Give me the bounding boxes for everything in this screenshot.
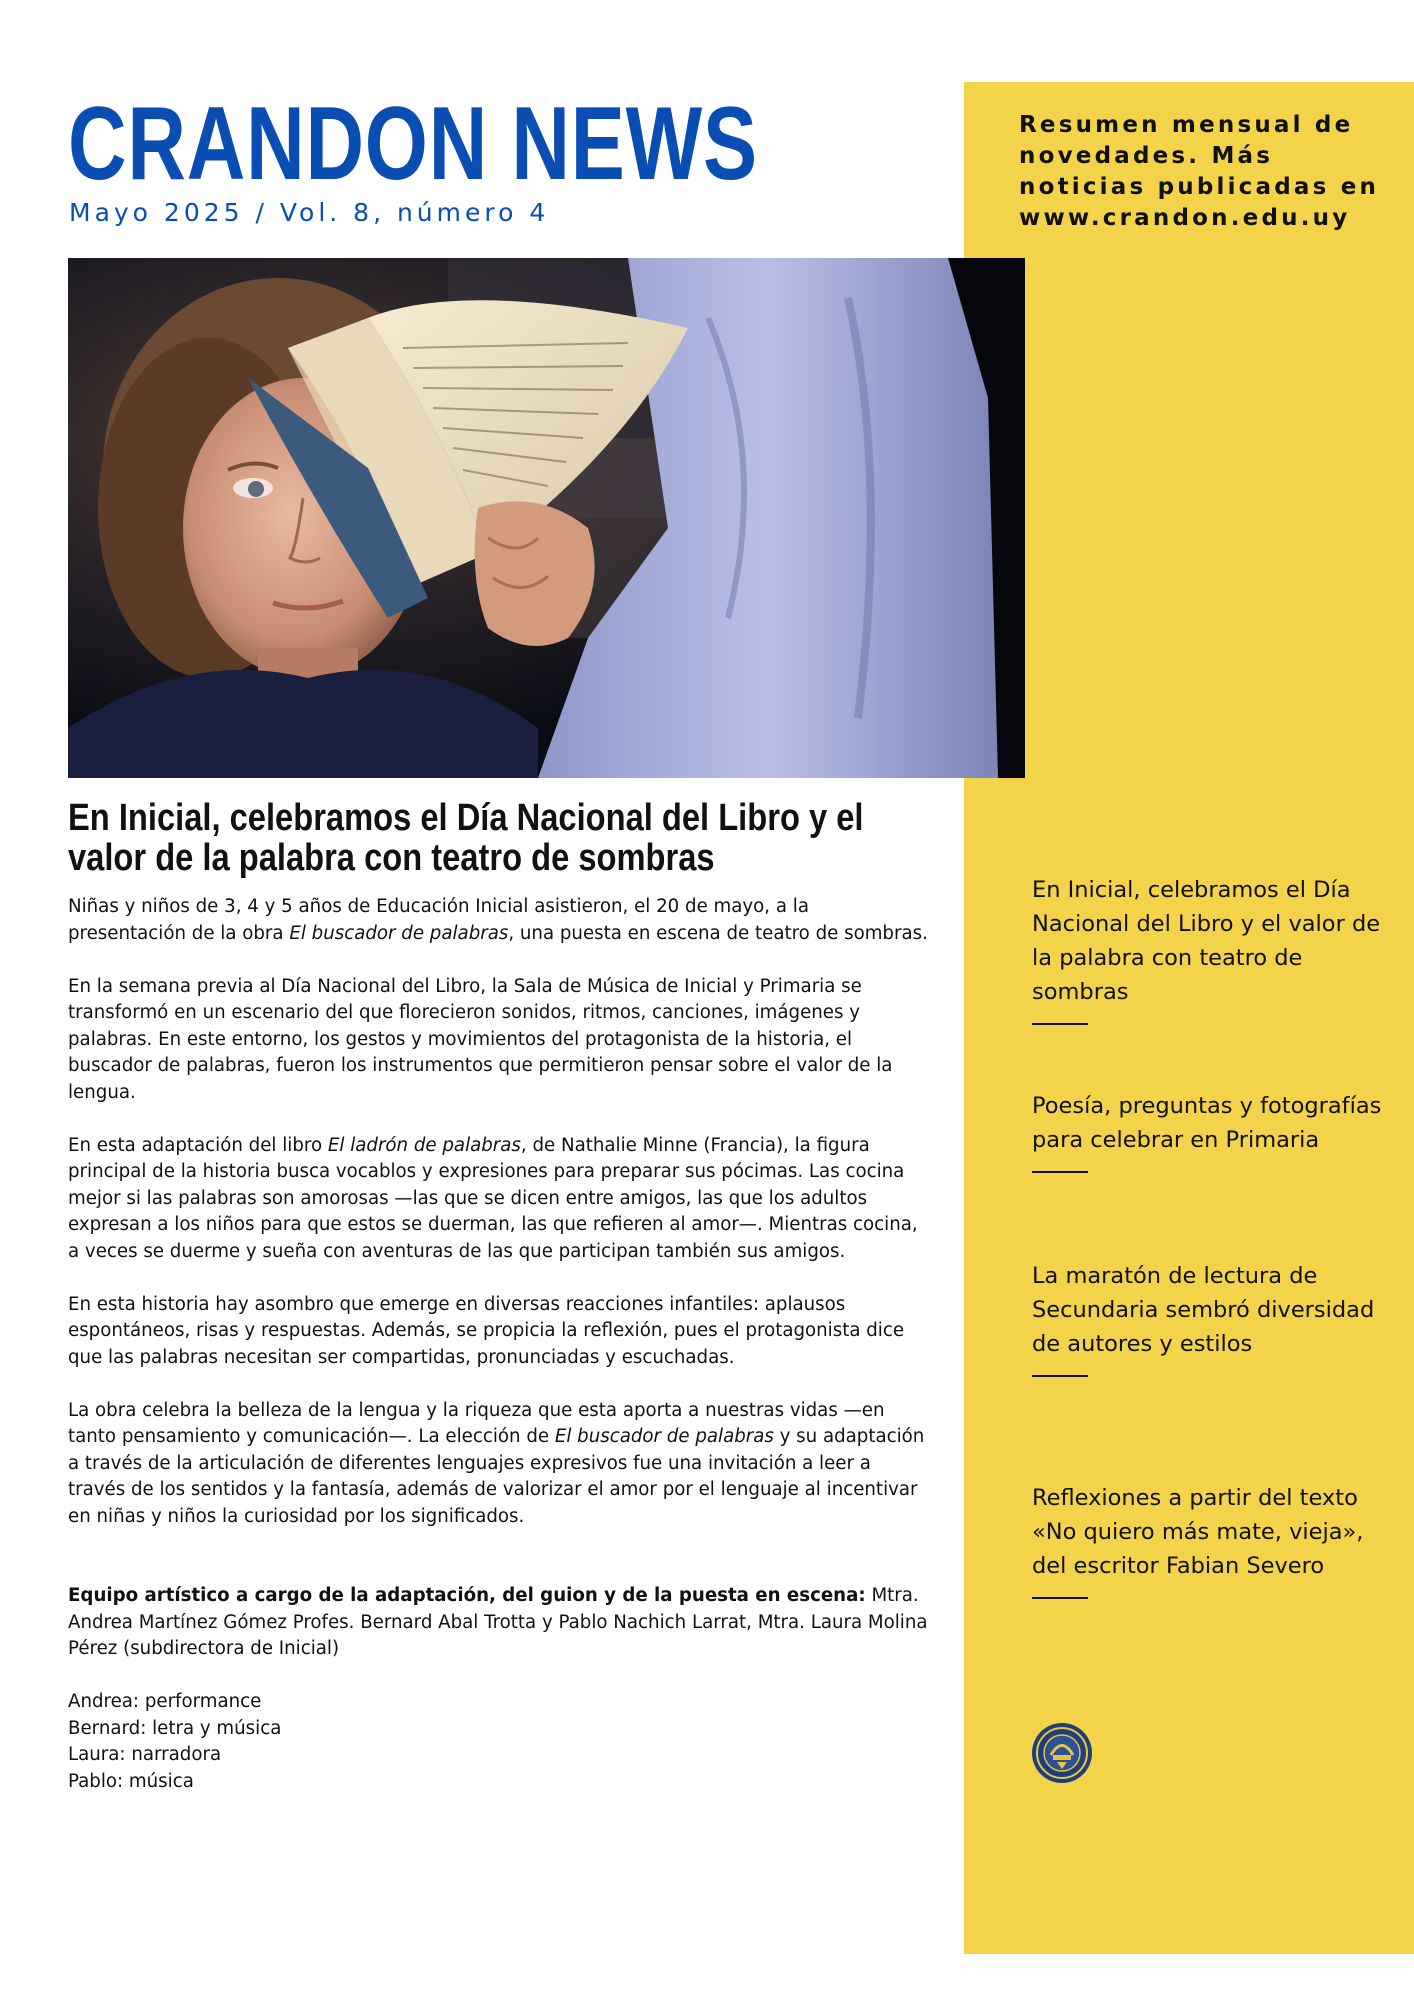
toc-divider — [1032, 1171, 1088, 1173]
issue-line: Mayo 2025 / Vol. 8, número 4 — [69, 198, 550, 227]
role-item: Bernard: letra y música — [68, 1717, 282, 1739]
article-paragraph-1 — [68, 894, 928, 947]
toc-item-label: Poesía, preguntas y fotografías para celebrar en Primaria — [1032, 1093, 1382, 1153]
toc-item-label: La maratón de lectura de Secundaria sembró diversidad de autores y estilos — [1032, 1263, 1375, 1357]
role-item: Laura: narradora — [68, 1744, 222, 1765]
article-body — [68, 894, 928, 1795]
toc-item-primaria[interactable] — [1032, 1089, 1382, 1173]
text-run: Niñas y niños de 3, 4 y 5 años de Educación Inicial asistieron, el 20 de mayo, a la presentación de la obra — [68, 896, 809, 944]
text-run: y su adaptación a través de la articulación de diferentes lenguajes expresivos fue una invitación a leer a través de los sentidos y la fantasía, además de valorizar el amor por el lenguaje al incentivar en niñas y niños la curiosidad por los significados. — [68, 1426, 925, 1527]
sidebar-tagline: Resumen mensual de novedades. Más noticias publicadas en www.crandon.edu.uy — [1019, 112, 1380, 231]
toc-divider — [1032, 1023, 1088, 1025]
toc-divider — [1032, 1375, 1088, 1377]
article-paragraph-2: En la semana previa al Día Nacional del Libro, la Sala de Música de Inicial y Primaria se transformó en un escenario del que florecieron sonidos, ritmos, canciones, imágenes y palabras. En este entorno, los gestos y movimientos del protagonista de la historia, el buscador de palabras, fueron los instrumentos que permitieron pensar sobre el valor de la lengua. — [68, 975, 893, 1103]
masthead-title: CRANDON NEWS — [68, 86, 758, 202]
toc-item-secundaria[interactable] — [1032, 1259, 1382, 1377]
book-title: El ladrón de palabras — [327, 1134, 521, 1156]
article-paragraph-4: En esta historia hay asombro que emerge en diversas reacciones infantiles: aplausos espontáneos, risas y respuestas. Además, se propicia la reflexión, pues el protagonista dice que las palabras necesitan ser compartidas, pronunciadas y escuchadas. — [68, 1293, 905, 1368]
article-paragraph-3 — [68, 1133, 928, 1266]
credits-label: Equipo artístico a cargo de la adaptación, del guion y de la puesta en escena: — [68, 1585, 866, 1606]
toc-item-label: En Inicial, celebramos el Día Nacional del Libro y el valor de la palabra con teatro de sombras — [1032, 877, 1381, 1005]
toc-item-reflexiones[interactable] — [1032, 1481, 1382, 1599]
roles-list — [68, 1689, 928, 1795]
reading-photo-illustration — [68, 258, 1025, 778]
article-paragraph-5 — [68, 1398, 928, 1531]
school-seal-icon — [1031, 1722, 1093, 1784]
text-run: , una puesta en escena de teatro de sombras. — [508, 922, 928, 944]
hero-photo — [68, 258, 1025, 778]
toc-item-inicial[interactable] — [1032, 873, 1382, 1025]
artistic-team-credits — [68, 1583, 928, 1663]
toc-divider — [1032, 1597, 1088, 1599]
article-headline: En Inicial, celebramos el Día Nacional del Libro y el valor de la palabra con teatro de sombras — [68, 797, 864, 879]
text-run: En esta adaptación del libro — [68, 1134, 328, 1156]
toc-item-label: Reflexiones a partir del texto «No quiero más mate, vieja», del escritor Fabian Severo — [1032, 1485, 1364, 1579]
book-title: El buscador de palabras — [554, 1426, 774, 1447]
role-item: Pablo: música — [68, 1770, 194, 1792]
text-run: La obra celebra la belleza de la lengua y la riqueza que esta aporta a nuestras vidas —en tanto pensamiento y comunicación—. La elección de — [68, 1399, 885, 1447]
role-item: Andrea: performance — [68, 1691, 262, 1712]
book-title: El buscador de palabras — [289, 922, 509, 944]
text-run: , de Nathalie Minne (Francia), la figura principal de la historia busca vocablos y expresiones para preparar sus pócimas. Las cocina mejor si las palabras son amorosas —las que se dicen entre amigos, las que los adultos expresan a los niños para que estos se duerman, las que refieren al amor—. Mientras cocina, a veces se duerme y sueña con aventuras de las que participan también sus amigos. — [68, 1134, 918, 1262]
credits-text: Mtra. Andrea Martínez Gómez Profes. Bernard Abal Trotta y Pablo Nachich Larrat, Mtra. Laura Molina Pérez (subdirectora de Inicial) — [68, 1585, 928, 1659]
